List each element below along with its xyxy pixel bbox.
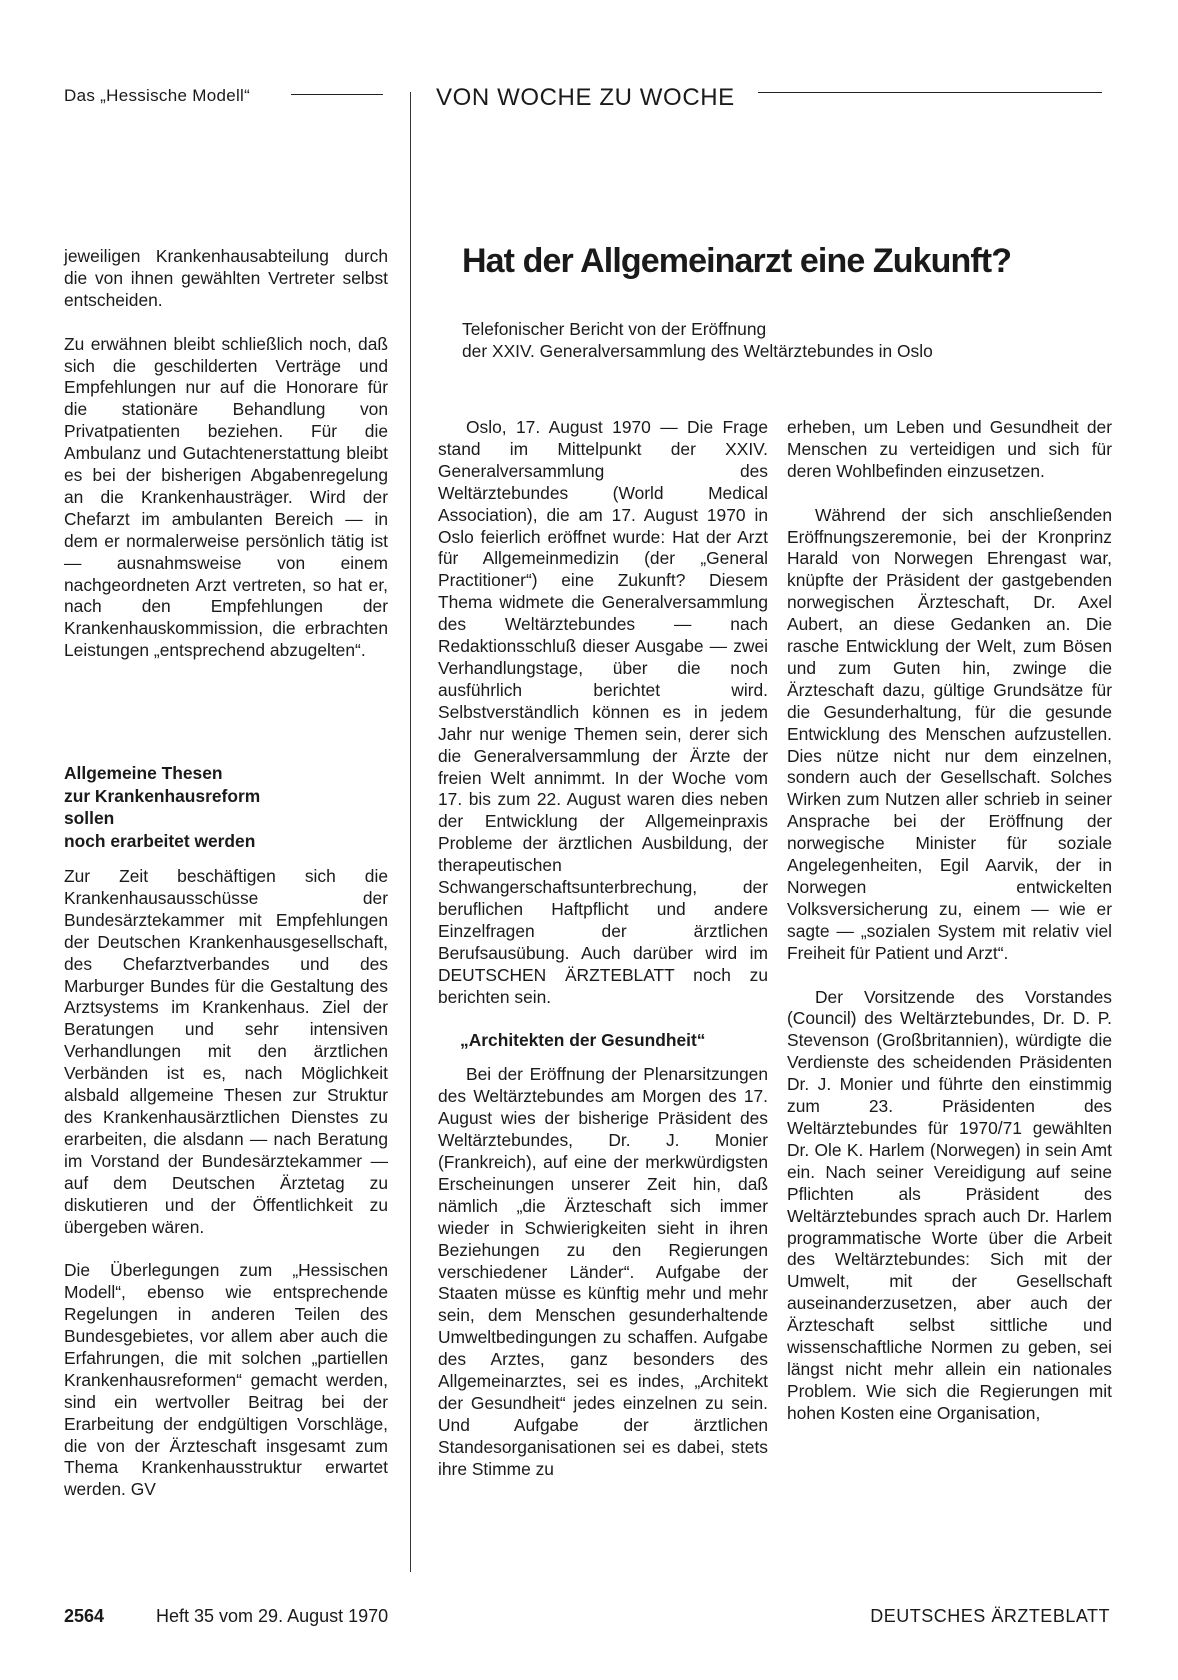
subheading-line: Allgemeine Thesen: [64, 763, 223, 783]
article-deck: [462, 318, 1102, 362]
deck-line: Telefonischer Bericht von der Eröffnung: [462, 319, 767, 339]
article-column-2: [787, 417, 1112, 1425]
paragraph: Der Vorsitzende des Vorstandes (Council) des Weltärztebundes, Dr. D. P. Stevenson (Großbritannien), würdigte die Verdienste des scheidenden Präsidenten Dr. J. Monier und führte den einstimmig zum 23. Präsidenten des Weltärztebundes für 1970/71 gewählten Dr. Ole K. Harlem (Norwegen) in sein Amt ein. Nach seiner Vereidigung auf seine Pflichten als Präsident des Weltärztebundes sprach auch Dr. Harlem programmatische Worte über die Arbeit des Weltärztebundes: Sich mit der Umwelt, mit der Gesellschaft auseinanderzusetzen, aber auch der Ärzteschaft selbst sittliche und wissenschaftliche Normen zu geben, sei längst nicht mehr allein ein nationales Problem. Wie sich die Regierungen mit hohen Kosten eine Organisation,: [787, 986, 1112, 1423]
article-headline: Hat der Allgemeinarzt eine Zukunft?: [462, 242, 1012, 280]
subheading-line: zur Krankenhausreform: [64, 785, 261, 806]
subheading-line: noch erarbeitet werden: [64, 830, 256, 851]
paragraph: jeweiligen Krankenhausabteilung durch die von ihnen gewählten Vertreter selbst entscheiden.: [64, 246, 388, 310]
left-subheading: [64, 762, 388, 852]
subheading-line: sollen: [64, 808, 115, 828]
header-rule-right: [758, 92, 1102, 93]
paragraph: Während der sich anschließenden Eröffnungszeremonie, bei der Kronprinz Harald von Norwegen Ehrengast war, knüpfte der Präsident der gastgebenden norwegischen Ärzteschaft, Dr. Axel Aubert, an diese Gedanken an. Die rasche Entwicklung der Welt, zum Bösen und zum Guten hin, zwinge die Ärzteschaft dazu, gültige Grundsätze für die Gesunderhaltung, für die gesunde Entwicklung des Menschen aufzustellen. Dies nütze nicht nur dem einzelnen, sondern auch der Gesellschaft. Solches Wirken zum Nutzen aller schrieb in seiner Ansprache bei der Eröffnung der norwegische Minister für soziale Angelegenheiten, Egil Aarvik, der in Norwegen entwickelten Volksversicherung zu, einem — wie er sagte — „sozialen System mit relativ viel Freiheit für Patient und Arzt“.: [787, 504, 1112, 963]
paragraph: Zu erwähnen bleibt schließlich noch, daß sich die geschilderten Verträge und Empfehlungen nur auf die Honorare für die stationäre Behandlung von Privatpatienten beziehen. Für die Ambulanz und Gutachtenerstattung bleibt es bei der bisherigen Abgabenregelung an die Krankenhausträger. Wird der Chefarzt im ambulanten Bereich — in dem er normalerweise persönlich tätig ist — ausnahmsweise von einem nachgeordneten Arzt vertreten, so hat er, nach den Empfehlungen der Krankenhauskommission, die erbrachten Leistungen „entsprechend abzugelten“.: [64, 333, 388, 661]
journal-name: DEUTSCHES ÄRZTEBLATT: [870, 1606, 1110, 1626]
paragraph: Oslo, 17. August 1970 — Die Frage stand im Mittelpunkt der XXIV. Generalversammlung des Weltärztebundes (World Medical Association), die am 17. August 1970 in Oslo feierlich eröffnet wurde: Hat der Arzt für Allgemeinmedizin (der „General Practitioner“) eine Zukunft? Diesem Thema widmete die Generalversammlung des Weltärztebundes — nach Redaktionsschluß dieser Ausgabe — zwei Verhandlungstage, über die noch ausführlich berichtet wird. Selbstverständlich können es in jedem Jahr nur wenige Themen sein, derer sich die Generalversammlung der Ärzte der freien Welt annimmt. In der Woche vom 17. bis zum 22. August waren dies neben der Entwicklung der Allgemeinpraxis Probleme der ärztlichen Ausbildung, der therapeutischen Schwangerschaftsunterbrechung, der beruflichen Haftpflicht und andere Einzelfragen der ärztlichen Berufsausübung. Auch darüber wird im DEUTSCHEN ÄRZTEBLATT noch zu berichten sein.: [438, 417, 768, 1007]
article-column-1: [438, 417, 768, 1481]
paragraph: Bei der Eröffnung der Plenarsitzungen des Weltärztebundes am Morgen des 17. August wies der bisherige Präsident des Weltärztebundes, Dr. J. Monier (Frankreich), auf eine der merkwürdigsten Erscheinungen unserer Zeit hin, daß nämlich „die Ärzteschaft sich immer wieder in Schwierigkeiten sieht in ihren Beziehungen zu den Regierungen verschiedener Länder“. Aufgabe der Staaten müsse es künftig mehr und mehr sein, dem Menschen gesunderhaltende Umweltbedingungen zu schaffen. Aufgabe des Arztes, ganz besonders des Allgemeinarztes, sei es indes, „Architekt der Gesundheit“ jedes einzelnen zu sein. Und Aufgabe der ärztlichen Standesorganisationen sei es dabei, stets ihre Stimme zu: [438, 1064, 768, 1479]
paragraph: erheben, um Leben und Gesundheit der Menschen zu verteidigen und sich für deren Wohlbefinden einzusetzen.: [787, 417, 1112, 481]
deck-line: der XXIV. Generalversammlung des Weltärztebundes in Oslo: [462, 341, 933, 361]
left-column-top: [64, 246, 388, 662]
column-divider: [410, 92, 411, 1572]
running-head-left: Das „Hessische Modell“: [64, 86, 251, 105]
header-rule-left: [291, 94, 383, 95]
paragraph: Die Überlegungen zum „Hessischen Modell“, ebenso wie entsprechende Regelungen in anderen Teilen des Bundesgebietes, vor allem aber auch die Erfahrungen, die mit solchen „partiellen Krankenhausreformen“ gemacht werden, sind ein wertvoller Beitrag bei der Erarbeitung der endgültigen Vorschläge, die von der Ärzteschaft insgesamt zum Thema Krankenhausstruktur erwartet werden. GV: [64, 1260, 388, 1500]
issue-info: Heft 35 vom 29. August 1970: [156, 1606, 389, 1626]
left-column-bottom: [64, 866, 388, 1501]
article-subheading: „Architekten der Gesundheit“: [460, 1030, 706, 1051]
page-number: 2564: [64, 1606, 105, 1626]
paragraph: Zur Zeit beschäftigen sich die Krankenhausausschüsse der Bundesärztekammer mit Empfehlungen der Deutschen Krankenhausgesellschaft, des Chefarztverbandes und des Marburger Bundes für die Gestaltung des Arztsystems im Krankenhaus. Ziel der Beratungen und sehr intensiven Verhandlungen mit den ärztlichen Verbänden ist es, nach Möglichkeit alsbald allgemeine Thesen zur Struktur des Krankenhausärztlichen Dienstes zu erarbeiten, die alsdann — nach Beratung im Vorstand der Bundesärztekammer — auf dem Deutschen Ärztetag zu diskutieren und der Öffentlichkeit zu übergeben wären.: [64, 866, 388, 1237]
section-title: VON WOCHE ZU WOCHE: [436, 84, 735, 111]
